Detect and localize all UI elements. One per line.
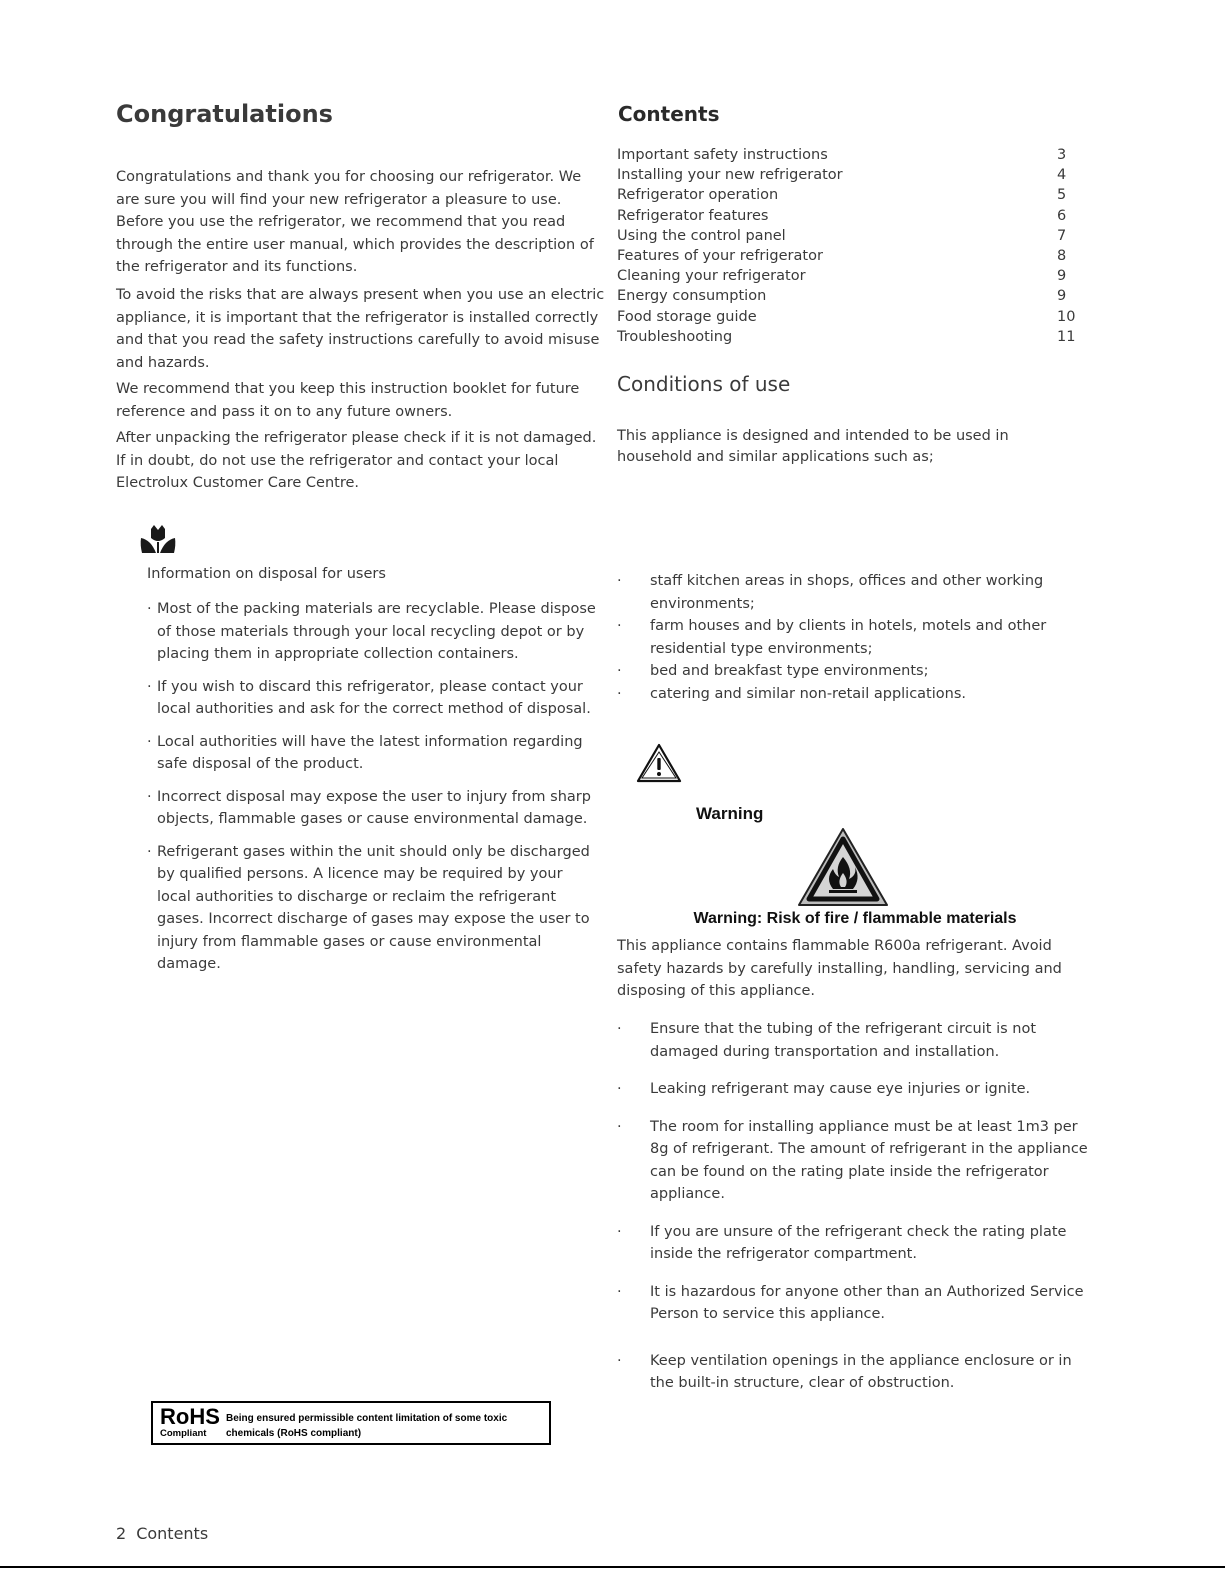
flammable-warning-icon: [797, 827, 889, 907]
refrigerant-warning: This appliance contains flammable R600a refrigerant. Avoid safety hazards by carefully installing, handling, servicing and disposing of this appliance.: [617, 938, 1062, 999]
conditions-intro: This appliance is designed and intended to be used in household and similar applications such as;: [617, 428, 1009, 465]
list-item: · Most of the packing materials are recyclable. Please dispose of those materials through your local recycling depot or by placing them in appropriate collection containers.: [147, 601, 596, 662]
list-item: · Local authorities will have the latest information regarding safe disposal of the product.: [147, 733, 583, 772]
bottom-rule: [0, 1566, 1225, 1568]
rohs-description: Being ensured permissible content limitation of some toxic chemicals (RoHS compliant): [226, 1413, 508, 1439]
intro-paragraph-2: To avoid the risks that are always present when you use an electric appliance, it is important that the refrigerator is installed correctly and that you read the safety instructions carefully to avoid misuse and hazards.: [116, 287, 605, 371]
page-footer: [116, 1524, 208, 1543]
list-item: · It is hazardous for anyone other than an Authorized Service Person to service this appliance.: [617, 1283, 1084, 1322]
toc-entry[interactable]: Using the control panel 7: [617, 227, 1067, 244]
disposal-heading: Information on disposal for users: [147, 566, 386, 582]
toc-entry[interactable]: Food storage guide 10: [617, 308, 1076, 325]
disposal-list: [147, 598, 597, 986]
recycle-tulip-icon: [139, 525, 177, 557]
fire-warning-label: Warning: Risk of fire / flammable materials: [693, 910, 1017, 927]
page-title: Congratulations: [116, 100, 333, 128]
toc-entry[interactable]: Installing your new refrigerator 4: [617, 167, 1067, 184]
toc-entry[interactable]: Refrigerator operation 5: [617, 187, 1067, 204]
list-item: · Leaking refrigerant may cause eye injuries or ignite.: [617, 1081, 1031, 1097]
toc-entry[interactable]: Energy consumption 9: [617, 288, 1067, 305]
toc-entry[interactable]: Troubleshooting 11: [617, 328, 1076, 345]
page-number: 2: [116, 1524, 127, 1543]
list-item: · bed and breakfast type environments;: [617, 663, 929, 679]
safety-list: [617, 1018, 1092, 1410]
conditions-title: Conditions of use: [617, 372, 791, 396]
list-item: · staff kitchen areas in shops, offices and other working environments;: [617, 573, 1044, 612]
toc-entry[interactable]: Features of your refrigerator 8: [617, 247, 1067, 264]
contents-title: Contents: [618, 102, 720, 126]
intro-paragraph-1: Congratulations and thank you for choosing our refrigerator. We are sure you will find your new refrigerator a pleasure to use. Before you use the refrigerator, we recommend that you read through the entire user manual, which provides the description of the refrigerator and its functions.: [116, 169, 594, 275]
list-item: · The room for installing appliance must be at least 1m3 per 8g of refrigerant. The amount of refrigerant in the appliance can be found on the rating plate inside the refrigerator appliance.: [617, 1118, 1088, 1202]
list-item: · Refrigerant gases within the unit should only be discharged by qualified persons. A licence may be required by your local authorities to discharge or reclaim the refrigerant gases. Incorrect discharge of gases may expose the user to injury from flammable gases or cause environmental damage.: [147, 843, 590, 972]
footer-section: Contents: [136, 1524, 209, 1543]
rohs-badge: [151, 1401, 551, 1445]
table-of-contents: [617, 145, 1079, 347]
warning-label: Warning: [696, 804, 764, 823]
list-item: · catering and similar non-retail applications.: [617, 685, 966, 702]
warning-triangle-icon: [636, 743, 682, 783]
list-item: · Keep ventilation openings in the appliance enclosure or in the built-in structure, clear of obstruction.: [617, 1352, 1072, 1391]
list-item: · If you are unsure of the refrigerant check the rating plate inside the refrigerator compartment.: [617, 1223, 1067, 1262]
intro-paragraph-3: We recommend that you keep this instruction booklet for future reference and pass it on to any future owners.: [116, 381, 580, 420]
toc-entry[interactable]: Refrigerator features 6: [617, 207, 1067, 224]
conditions-list: [617, 570, 1087, 705]
toc-entry[interactable]: Important safety instructions 3: [617, 147, 1067, 163]
list-item: · farm houses and by clients in hotels, motels and other residential type environments;: [617, 618, 1047, 657]
rohs-compliant-label: Compliant: [160, 1428, 207, 1439]
list-item: · If you wish to discard this refrigerator, please contact your local authorities and ask for the correct method of disposal.: [147, 678, 591, 717]
list-item: · Ensure that the tubing of the refrigerant circuit is not damaged during transportation and installation.: [617, 1021, 1037, 1060]
toc-entry[interactable]: Cleaning your refrigerator 9: [617, 268, 1067, 285]
intro-paragraph-4: After unpacking the refrigerator please check if it is not damaged. If in doubt, do not use the refrigerator and contact your local Electrolux Customer Care Centre.: [116, 430, 597, 491]
rohs-logo: RoHS: [160, 1404, 220, 1429]
list-item: · Incorrect disposal may expose the user to injury from sharp objects, flammable gases or cause environmental damage.: [147, 788, 591, 827]
